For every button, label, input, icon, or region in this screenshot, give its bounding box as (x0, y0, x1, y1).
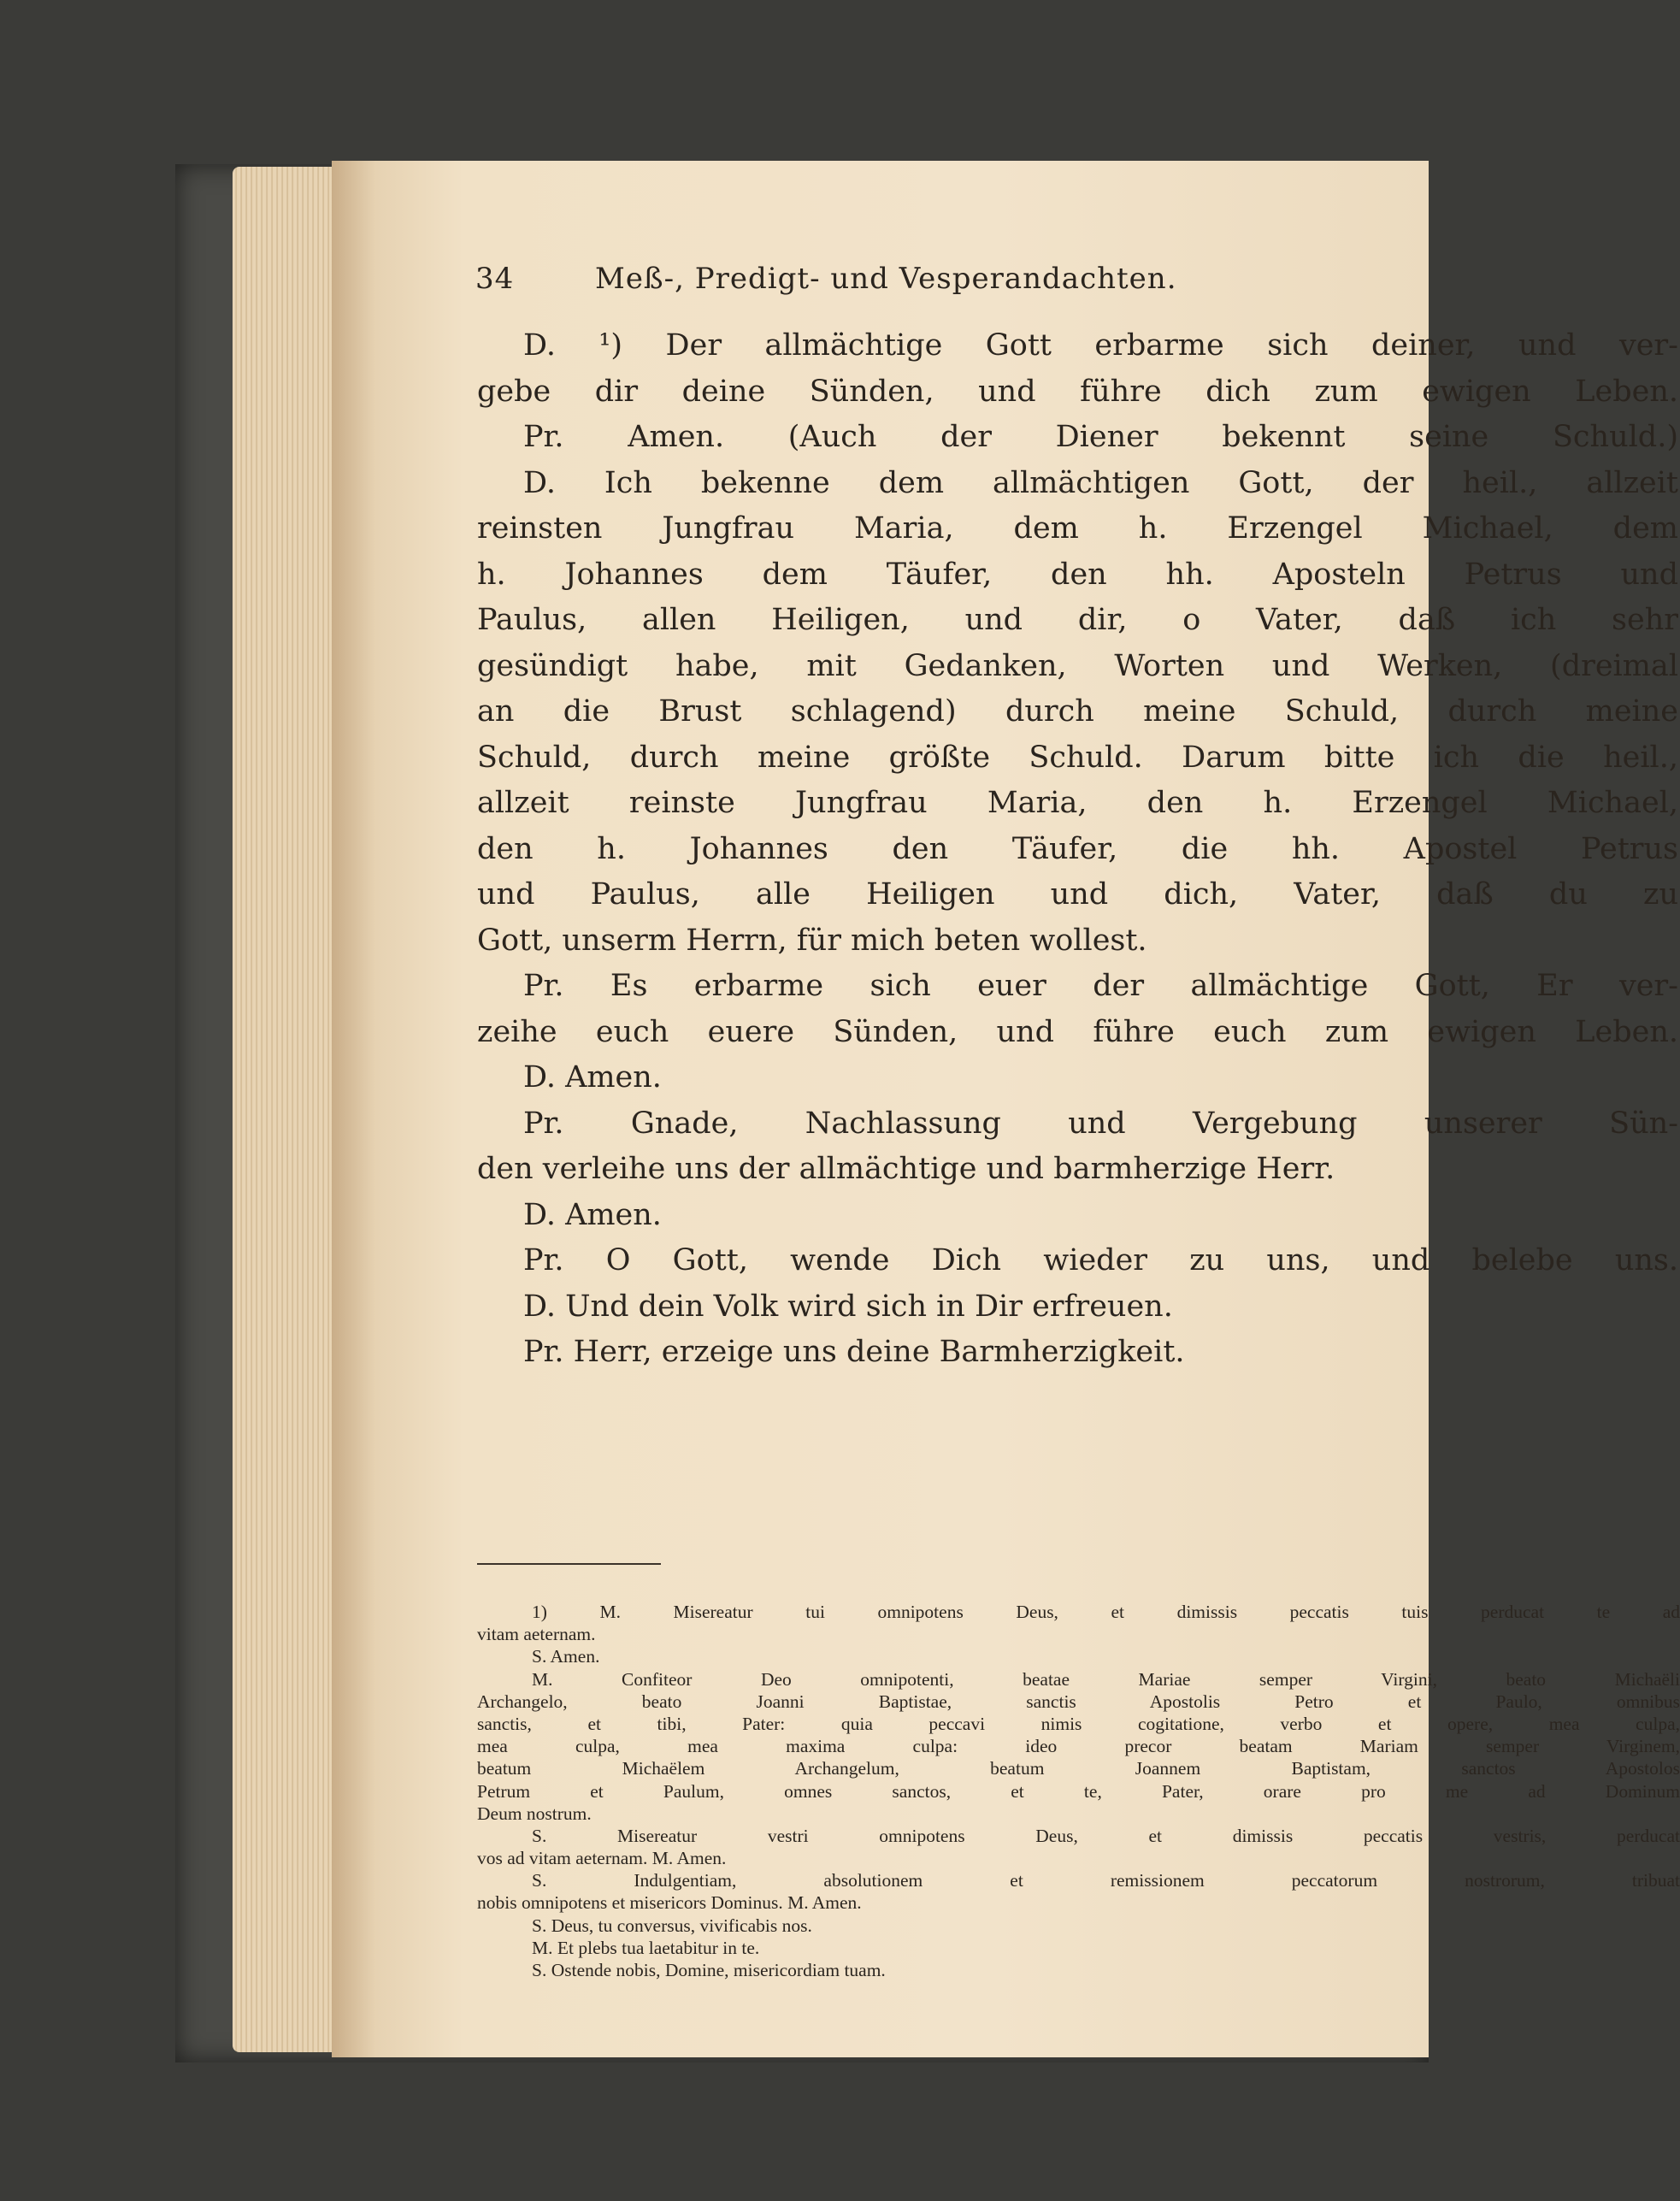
footnote-line: vitam aeternam. (477, 1624, 596, 1645)
text-line: allzeit reinste Jungfrau Maria, den h. Erzengel Michael, (477, 786, 1678, 820)
footnote-line: S. Amen. (532, 1646, 600, 1667)
text-line: an die Brust schlagend) durch meine Schuld, durch meine (477, 694, 1678, 729)
text-line: Pr. O Gott, wende Dich wieder zu uns, und belebe uns. (523, 1243, 1678, 1278)
footnote-line: 1) M. Misereatur tui omnipotens Deus, et dimissis peccatis tuis perducat te ad (532, 1602, 1680, 1622)
footnote-line: Petrum et Paulum, omnes sanctos, et te, Pater, orare pro me ad Dominum (477, 1780, 1680, 1802)
text-line: den verleihe uns der allmächtige und barmherzige Herr. (477, 1152, 1335, 1186)
footnote-line: S. Deus, tu conversus, vivificabis nos. (532, 1915, 812, 1936)
footnote-line: S. Misereatur vestri omnipotens Deus, et dimissis peccatis vestris, perducat (532, 1825, 1680, 1846)
text-line: Gott, unserm Herrn, für mich beten wollest. (477, 923, 1147, 958)
footnote-rule (477, 1563, 661, 1565)
footnote-line: S. Ostende nobis, Domine, misericordiam tuam. (532, 1960, 886, 1980)
footnote-line: Archangelo, beato Joanni Baptistae, sanctis Apostolis Petro et Paulo, omnibus (477, 1691, 1680, 1712)
footnote-line: nobis omnipotens et misericors Dominus. M. Amen. (477, 1892, 862, 1914)
text-line: h. Johannes dem Täufer, den hh. Aposteln Petrus und (477, 557, 1678, 592)
text-line: zeihe euch euere Sünden, und führe euch zum ewigen Leben. (477, 1014, 1678, 1049)
footnote-line: M. Et plebs tua laetabitur in te. (532, 1937, 760, 1958)
text-line: den h. Johannes den Täufer, die hh. Apostel Petrus (477, 831, 1678, 866)
footnote-line: S. Indulgentiam, absolutionem et remissionem peccatorum nostrorum, tribuat (532, 1870, 1680, 1891)
text-line: Pr. Es erbarme sich euer der allmächtige Gott, Er ver- (523, 969, 1678, 1003)
text-line: D. Amen. (523, 1197, 662, 1232)
footnote-line: beatum Michaëlem Archangelum, beatum Joannem Baptistam, sanctos Apostolos (477, 1758, 1680, 1779)
page-edges (233, 167, 335, 2052)
book-page (332, 161, 1680, 2057)
main-text (477, 323, 1678, 1376)
page-header (475, 262, 1330, 296)
page-number: 34 (475, 262, 515, 296)
footnote-line: Deum nostrum. (477, 1803, 592, 1824)
text-line: gesündigt habe, mit Gedanken, Worten und Werken, (dreimal (477, 648, 1678, 683)
text-line: Pr. Gnade, Nachlassung und Vergebung unserer Sün- (523, 1106, 1678, 1141)
text-line: D. ¹) Der allmächtige Gott erbarme sich deiner, und ver- (523, 328, 1678, 363)
text-line: D. Und dein Volk wird sich in Dir erfreuen. (523, 1289, 1173, 1324)
text-line: Schuld, durch meine größte Schuld. Darum bitte ich die heil., (477, 740, 1678, 775)
footnote-line: sanctis, et tibi, Pater: quia peccavi nimis cogitatione, verbo et opere, mea culpa, (477, 1713, 1680, 1734)
text-line: Pr. Amen. (Auch der Diener bekennt seine Schuld.) (523, 420, 1678, 454)
text-line: Pr. Herr, erzeige uns deine Barmherzigkeit. (523, 1335, 1185, 1369)
footnote-line: M. Confiteor Deo omnipotenti, beatae Mariae semper Virgini, beato Michaëli (532, 1668, 1680, 1690)
text-line: D. Ich bekenne dem allmächtigen Gott, der heil., allzeit (523, 465, 1678, 500)
text-line: reinsten Jungfrau Maria, dem h. Erzengel Michael, dem (477, 511, 1678, 546)
text-line: D. Amen. (523, 1060, 662, 1095)
footnote-line: vos ad vitam aeternam. M. Amen. (477, 1848, 727, 1869)
text-line: und Paulus, alle Heiligen und dich, Vater, daß du zu (477, 877, 1678, 912)
text-line: gebe dir deine Sünden, und führe dich zum ewigen Leben. (477, 374, 1678, 409)
footnote-line: mea culpa, mea maxima culpa: ideo precor beatam Mariam semper Virginem, (477, 1736, 1680, 1757)
running-title: Meß-, Predigt- und Vesperandachten. (595, 262, 1177, 296)
text-line: Paulus, allen Heiligen, und dir, o Vater, daß ich sehr (477, 603, 1678, 637)
footnotes (477, 1601, 1680, 1981)
